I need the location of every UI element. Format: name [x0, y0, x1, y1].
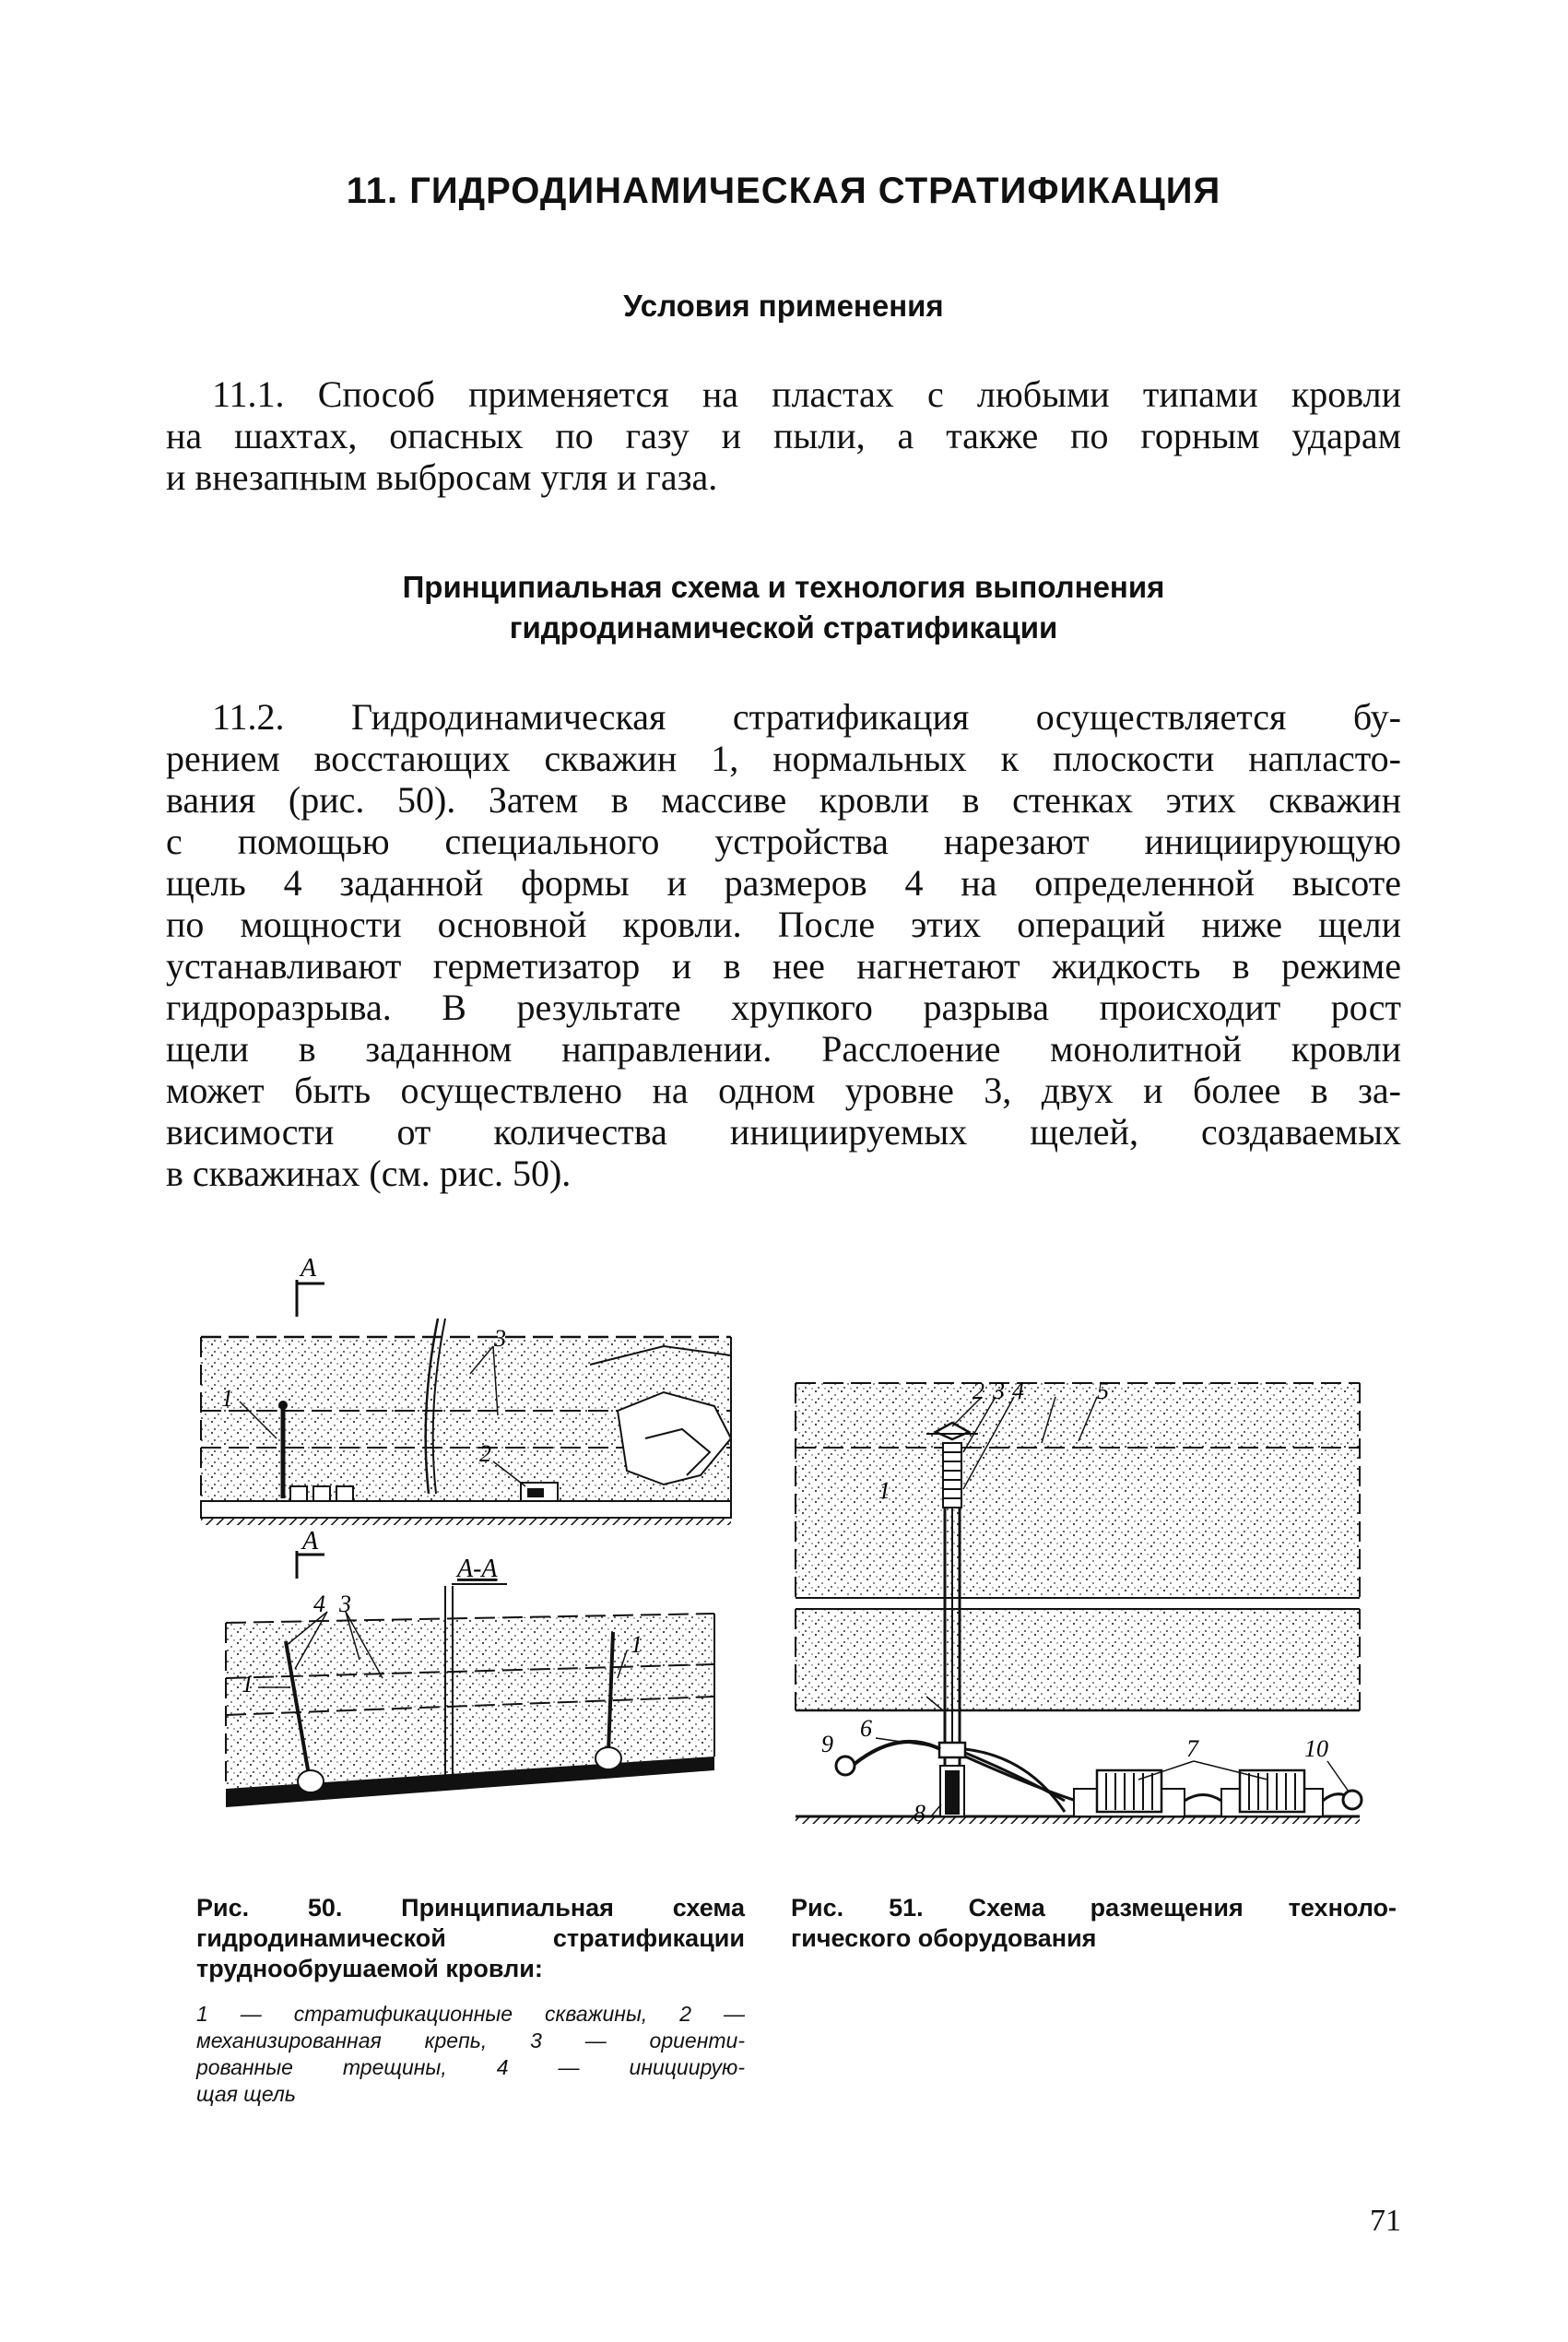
- section-mark-top: [297, 1254, 324, 1317]
- paragraph-11-2: [166, 696, 1401, 1194]
- section-mark-label: A: [302, 1527, 319, 1555]
- chapter-title: 11. ГИДРОДИНАМИЧЕСКАЯ СТРАТИФИКАЦИЯ: [346, 171, 1221, 211]
- caption-line: гического оборудования: [791, 1924, 1097, 1952]
- paragraph-11-1: [166, 373, 1401, 498]
- label-9: 9: [821, 1731, 833, 1757]
- label-6: 6: [860, 1715, 872, 1742]
- label-8: 8: [914, 1800, 925, 1827]
- label-7: 7: [1186, 1735, 1198, 1762]
- text-line: гидроразрыва. В результате хрупкого разрыва происходит рост: [166, 987, 1401, 1028]
- label-5: 5: [1097, 1378, 1109, 1404]
- caption-line: Рис. 50. Принципиальная схема: [196, 1894, 745, 1922]
- label-4: 4: [1012, 1378, 1024, 1404]
- strata: [796, 1383, 1360, 1824]
- section-view-label: A-A: [457, 1555, 498, 1583]
- label-1: 1: [631, 1631, 643, 1658]
- section-heading-scheme: [166, 567, 1401, 648]
- figure-51-diagram: [788, 1378, 1397, 1863]
- longitudinal-section: [201, 1319, 731, 1525]
- text-line: щели в заданном направлении. Расслоение монолитной кровли: [166, 1028, 1401, 1070]
- label-1: 1: [242, 1671, 253, 1697]
- text-line: щель 4 заданной формы и размеров 4 на определенной высоте: [166, 862, 1401, 904]
- legend-line: рованные трещины, 4 — инициирую-: [196, 2055, 745, 2079]
- text-line: висимости от количества инициируемых щелей, создаваемых: [166, 1111, 1401, 1153]
- page-number: 71: [1370, 2204, 1401, 2238]
- figure-50-caption: [196, 1893, 745, 1984]
- legend-line: щая щель: [196, 2082, 296, 2106]
- section-mark-label: A: [301, 1254, 317, 1283]
- label-1: 1: [221, 1385, 233, 1412]
- pump-units: [1074, 1770, 1362, 1816]
- text-line: по мощности основной кровли. После этих операций ниже щели: [166, 904, 1401, 945]
- label-1: 1: [878, 1477, 890, 1504]
- text-line: с помощью специального устройства нарезают инициирующую: [166, 821, 1401, 862]
- label-4: 4: [313, 1591, 325, 1617]
- text-line: 11.1. Способ применяется на пластах с любыми типами кровли: [212, 373, 1401, 415]
- section-heading-conditions: Условия применения: [623, 289, 944, 323]
- text-line: может быть осуществлено на одном уровне 3, двух и более в за-: [166, 1070, 1401, 1111]
- label-3: 3: [993, 1378, 1005, 1404]
- caption-line: Рис. 51. Схема размещения техноло-: [791, 1894, 1397, 1922]
- section-heading-line: Принципиальная схема и технология выполнения: [402, 570, 1165, 604]
- cross-section-a-a: [226, 1586, 714, 1807]
- caption-line: труднообрушаемой кровли:: [196, 1955, 543, 1982]
- text-line: 11.2. Гидродинамическая стратификация осуществляется бу-: [212, 696, 1401, 738]
- figure-50-legend: [196, 2001, 745, 2108]
- label-10: 10: [1304, 1735, 1328, 1762]
- label-3: 3: [494, 1325, 506, 1352]
- legend-line: 1 — стратификационные скважины, 2 —: [196, 2002, 745, 2026]
- section-mark-bottom: [297, 1527, 507, 1584]
- text-line: и внезапным выбросам угля и газа.: [166, 456, 718, 498]
- label-2: 2: [973, 1378, 984, 1404]
- text-line: устанавливают герметизатор и в нее нагнетают жидкость в режиме: [166, 945, 1401, 987]
- figure-51-caption: [791, 1893, 1397, 1954]
- text-line: рением восстающих скважин 1, нормальных к плоскости напласто-: [166, 738, 1401, 779]
- text-line: вания (рис. 50). Затем в массиве кровли в стенках этих скважин: [166, 779, 1401, 821]
- figure-50-diagram: [184, 1254, 747, 1863]
- section-heading-line: гидродинамической стратификации: [509, 610, 1058, 645]
- label-3: 3: [339, 1591, 351, 1617]
- text-line: на шахтах, опасных по газу и пыли, а также по горным ударам: [166, 415, 1401, 456]
- text-line: в скважинах (см. рис. 50).: [166, 1153, 572, 1194]
- label-2: 2: [479, 1440, 491, 1467]
- caption-line: гидродинамической стратификации: [196, 1924, 745, 1952]
- legend-line: механизированная крепь, 3 — ориенти-: [196, 2029, 745, 2052]
